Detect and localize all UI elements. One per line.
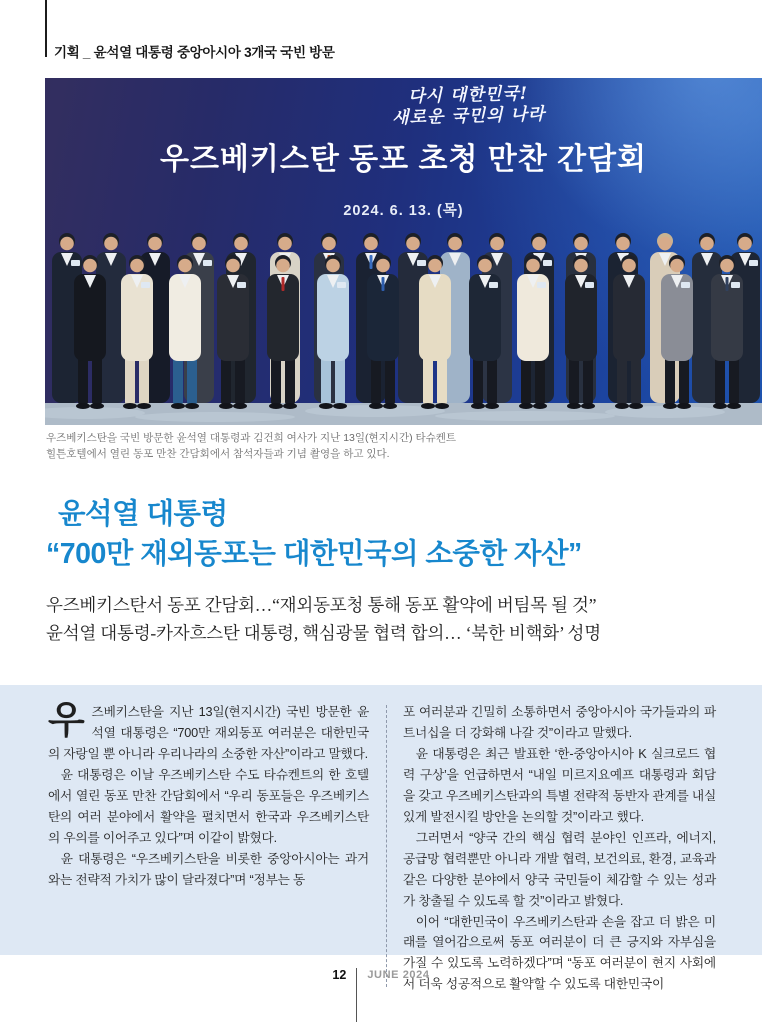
- kicker: 기획 _ 윤석열 대통령 중앙아시아 3개국 국빈 방문: [54, 45, 335, 60]
- issue-label: JUNE 2024: [367, 969, 430, 981]
- kicker-rule: [45, 0, 47, 57]
- photo-slogan: [45, 78, 762, 139]
- paragraph: 윤 대통령은 최근 발표한 ‘한-중앙아시아 K 실크로드 협력 구상’을 언급하면서 “내일 미르지요예프 대통령과 회담을 갖고 우즈베키스탄과의 특별 전략적 동반자 관계를 내실 있게 발전시킬 방안을 논의할 것”이라고 했다.: [403, 746, 716, 824]
- caption-line-2: 힐튼호텔에서 열린 동포 만찬 간담회에서 참석자들과 기념 촬영을 하고 있다.: [46, 447, 390, 460]
- photo-caption: [46, 431, 456, 463]
- paragraph: 윤 대통령은 이날 우즈베키스탄 수도 타슈켄트의 한 호텔에서 열린 동포 만찬 간담회에서 “우리 동포들은 우즈베키스탄의 여러 분야에서 활약을 펼치면서 한국과 우즈베키스탄의 우의를 이어주고 있다”며 이같이 밝혔다.: [48, 767, 369, 845]
- article-column-left: [48, 702, 369, 995]
- paragraph: [48, 702, 369, 765]
- page-footer: [0, 968, 762, 1022]
- paragraph-text: 즈베키스탄을 지난 13일(현지시간) 국빈 방문한 윤석열 대통령은 “700만 재외동포 여러분은 대한민국의 자랑일 뿐 아니라 우리나라의 소중한 자산”이라고 말했다.: [48, 705, 369, 761]
- group-photo-people: [45, 223, 762, 425]
- slogan-line-2: 새로운 국민의 나라: [391, 104, 546, 129]
- paragraph: 윤 대통령은 “우즈베키스탄을 비롯한 중앙아시아는 과거와는 전략적 가치가 많이 달라졌다”며 “정부는 동: [48, 851, 369, 887]
- subhead-line-1: 우즈베키스탄서 동포 간담회…“재외동포청 통해 동포 활약에 버팀목 될 것”: [46, 595, 597, 615]
- paragraph: 포 여러분과 긴밀히 소통하면서 중앙아시아 국가들과의 파트너십을 더 강화해 나갈 것”이라고 말했다.: [403, 705, 716, 740]
- article-headline: [46, 494, 582, 575]
- photo-banner-date: 2024. 6. 13. (목): [343, 203, 464, 219]
- page-number: 12: [332, 968, 347, 982]
- subhead-line-2: 윤석열 대통령-카자흐스탄 대통령, 핵심광물 협력 합의… ‘북한 비핵화’ 성명: [46, 623, 601, 643]
- paragraph: 이어 “대한민국이 우즈베키스탄과 손을 잡고 더 밝은 미래를 열어감으로써 동포 여러분이 더 큰 긍지와 자부심을 가질 수 있도록 노력하겠다”며 “동포 여러분이 현지 사회에서 더욱 성공적으로 활약할 수 있도록 대한민국이: [403, 914, 716, 992]
- article-columns: [0, 685, 762, 995]
- dropcap: 우: [48, 700, 85, 742]
- event-photo: [45, 78, 762, 425]
- photo-banner-title: 우즈베키스탄 동포 초청 만찬 간담회: [159, 143, 648, 176]
- headline-line-2: “700만 재외동포는 대한민국의 소중한 자산”: [46, 538, 582, 571]
- caption-line-1: 우즈베키스탄을 국빈 방문한 윤석열 대통령과 김건희 여사가 지난 13일(현지시간) 타슈켄트: [46, 432, 457, 444]
- article-subhead: [46, 591, 601, 647]
- article-column-right: [403, 702, 716, 995]
- paragraph: 그러면서 “양국 간의 핵심 협력 분야인 인프라, 에너지, 공급망 협력뿐만 아니라 개발 협력, 보건의료, 환경, 교육과 같은 다양한 분야에서 양국 국민들이 체감할 수 있는 성과가 창출될 수 있도록 할 것”이라고 밝혔다.: [403, 830, 716, 908]
- headline-line-1: 윤석열 대통령: [58, 498, 228, 530]
- column-divider: [386, 705, 387, 987]
- slogan-line-1: 다시 대한민국!: [407, 83, 529, 107]
- footer-rule: [356, 968, 357, 1022]
